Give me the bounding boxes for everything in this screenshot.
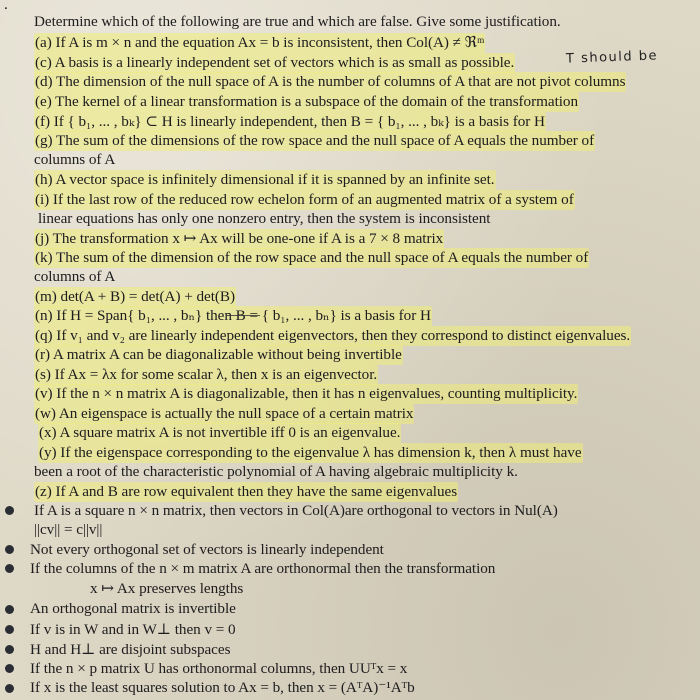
item-k-cont: columns of A	[34, 268, 116, 285]
bullet-2	[5, 545, 14, 554]
bullet-6	[5, 645, 14, 654]
item-f: (f) If { b₁, ... , bₖ} ⊂ H is linearly independent, then B = { b₁, ... , bₖ} is a basis for H	[35, 113, 545, 130]
item-a: (a) If A is m × n and the equation Ax = b is inconsistent, then Col(A) ≠ ℜᵐ	[35, 34, 485, 51]
item-c: (c) A basis is a linearly independent set of vectors which is as small as possible.	[35, 54, 515, 71]
item-q: (q) If v₁ and v₂ are linearly independent eigenvectors, then they correspond to distinct eigenvalues.	[35, 327, 631, 344]
bullet-1	[5, 506, 14, 515]
item-h: (h) A vector space is infinitely dimensional if it is spanned by an infinite set.	[35, 171, 495, 188]
item-r: (r) A matrix A can be diagonalizable without being invertible	[35, 346, 402, 363]
item-n: (n) If H = Span{ b₁, ... , bₙ} then B = { b₁, ... , bₙ} is a basis for H	[35, 307, 431, 324]
bullet-item-5: If v is in W and in W⊥ then v = 0	[30, 621, 236, 638]
item-y-cont: been a root of the characteristic polynomial of A having algebraic multiplicity k.	[34, 463, 518, 480]
handwritten-note: T should be	[565, 48, 659, 67]
bullet-item-6: H and H⊥ are disjoint subspaces	[30, 641, 231, 658]
item-j: (j) The transformation x ↦ Ax will be one-one if A is a 7 × 8 matrix	[35, 230, 444, 247]
bullet-item-1: If A is a square n × n matrix, then vectors in Col(A)are orthogonal to vectors in Nul(A)	[34, 502, 558, 519]
item-s: (s) If Ax = λx for some scalar λ, then x is an eigenvector.	[35, 366, 378, 383]
item-w: (w) An eigenspace is actually the null space of a certain matrix	[35, 405, 414, 422]
bullet-4	[5, 605, 14, 614]
item-g-cont: columns of A	[34, 151, 116, 168]
strike-mark	[226, 315, 260, 316]
item-k: (k) The sum of the dimension of the row space and the null space of A equals the number of	[35, 249, 589, 266]
bullet-7	[5, 664, 14, 673]
item-g: (g) The sum of the dimensions of the row space and the null space of A equals the number of	[35, 132, 595, 149]
bullet-3	[5, 564, 14, 573]
bullet-item-3: If the columns of the n × m matrix A are orthonormal then the transformation	[30, 560, 496, 577]
bullet-item-8: If x is the least squares solution to Ax = b, then x = (AᵀA)⁻¹Aᵀb	[30, 679, 415, 696]
item-d: (d) The dimension of the null space of A is the number of columns of A that are not pivot columns	[35, 73, 626, 90]
item-z: (z) If A and B are row equivalent then they have the same eigenvalues	[35, 483, 458, 500]
item-e: (e) The kernel of a linear transformation is a subspace of the domain of the transformation	[35, 93, 578, 110]
margin-dot: .	[4, 0, 8, 13]
item-i: (i) If the last row of the reduced row echelon form of an augmented matrix of a system of	[35, 191, 574, 208]
item-v: (v) If the n × n matrix A is diagonalizable, then it has n eigenvalues, counting multiplicity.	[35, 385, 578, 402]
bullet-item-4: An orthogonal matrix is invertible	[30, 600, 236, 617]
bullet-item-3-cont: x ↦ Ax preserves lengths	[90, 580, 244, 597]
instructions: Determine which of the following are true and which are false. Give some justification.	[34, 13, 561, 30]
bullet-8	[5, 684, 14, 693]
bullet-5	[5, 625, 14, 634]
item-x: (x) A square matrix A is not invertible iff 0 is an eigenvalue.	[39, 424, 401, 441]
bullet-item-1-cont: ||cv|| = c||v||	[34, 521, 103, 538]
item-y: (y) If the eigenspace corresponding to the eigenvalue λ has dimension k, then λ must have	[39, 444, 582, 461]
bullet-item-7: If the n × p matrix U has orthonormal columns, then UUᵀx = x	[30, 660, 408, 677]
item-m: (m) det(A + B) = det(A) + det(B)	[35, 288, 235, 305]
bullet-item-2: Not every orthogonal set of vectors is linearly independent	[30, 541, 384, 558]
item-i-cont: linear equations has only one nonzero entry, then the system is inconsistent	[38, 210, 491, 227]
